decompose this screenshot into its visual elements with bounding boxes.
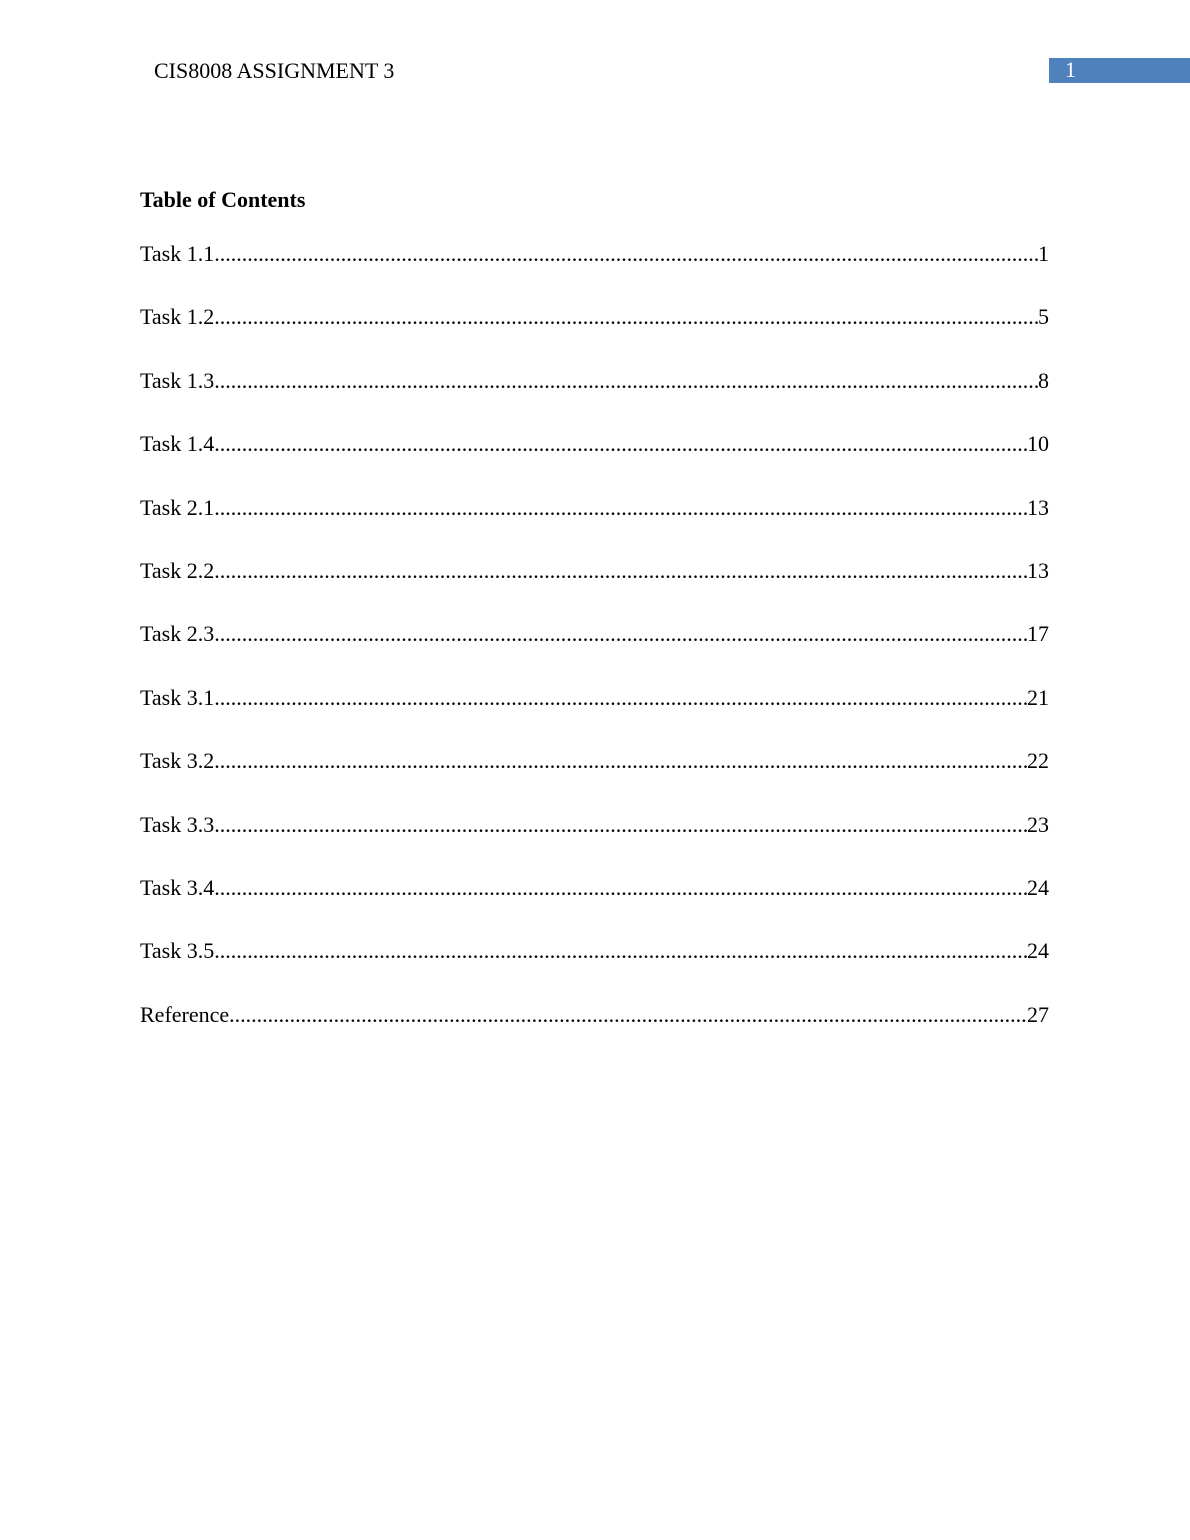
toc-entry-page: 24 xyxy=(1027,874,1049,900)
toc-entry-page: 13 xyxy=(1027,494,1049,520)
toc-entry-label: Task 1.3 xyxy=(140,367,215,393)
toc-entry-task-1-3[interactable] xyxy=(140,367,1049,430)
toc-leader-dots xyxy=(214,684,1027,712)
toc-entry-page: 10 xyxy=(1027,431,1049,457)
toc-entry-task-3-2[interactable] xyxy=(140,747,1049,810)
toc-entry-label: Task 3.3 xyxy=(140,811,215,837)
toc-entry-page: 1 xyxy=(1038,241,1049,266)
toc-heading: Table of Contents xyxy=(140,187,306,212)
toc-entry-label: Task 2.3 xyxy=(140,621,215,647)
toc-entry-label: Task 3.5 xyxy=(140,938,215,964)
toc-leader-dots xyxy=(214,937,1027,965)
toc-leader-dots xyxy=(214,747,1027,775)
toc-leader-dots xyxy=(214,367,1038,395)
toc-entry-label: Task 1.1 xyxy=(140,241,215,266)
toc-leader-dots xyxy=(214,430,1027,458)
toc-entry-label: Task 3.4 xyxy=(140,874,215,900)
toc-list xyxy=(140,240,1049,1064)
toc-entry-task-1-2[interactable] xyxy=(140,303,1049,366)
toc-leader-dots xyxy=(214,874,1027,902)
toc-entry-task-3-4[interactable] xyxy=(140,874,1049,937)
toc-entry-task-1-1[interactable] xyxy=(140,240,1049,303)
toc-entry-task-1-4[interactable] xyxy=(140,430,1049,493)
page-number-bar xyxy=(1049,58,1190,83)
toc-entry-label: Reference xyxy=(140,1001,230,1027)
toc-leader-dots xyxy=(214,557,1027,585)
toc-entry-page: 22 xyxy=(1027,748,1049,774)
toc-entry-page: 13 xyxy=(1027,557,1049,583)
toc-leader-dots xyxy=(214,240,1038,268)
toc-entry-task-2-3[interactable] xyxy=(140,620,1049,683)
toc-entry-page: 23 xyxy=(1027,811,1049,837)
toc-entry-page: 17 xyxy=(1027,621,1049,647)
toc-entry-page: 5 xyxy=(1038,304,1049,330)
toc-leader-dots xyxy=(214,494,1027,522)
toc-entry-label: Task 3.1 xyxy=(140,684,215,710)
toc-entry-page: 24 xyxy=(1027,938,1049,964)
toc-entry-reference[interactable] xyxy=(140,1001,1049,1064)
toc-entry-task-3-3[interactable] xyxy=(140,811,1049,874)
toc-entry-label: Task 3.2 xyxy=(140,748,215,774)
toc-entry-label: Task 2.1 xyxy=(140,494,215,520)
toc-entry-label: Task 2.2 xyxy=(140,557,215,583)
toc-entry-label: Task 1.4 xyxy=(140,431,215,457)
toc-entry-task-3-5[interactable] xyxy=(140,937,1049,1000)
page-number: 1 xyxy=(1065,57,1076,82)
toc-entry-task-2-1[interactable] xyxy=(140,494,1049,557)
toc-leader-dots xyxy=(214,303,1038,331)
toc-entry-task-2-2[interactable] xyxy=(140,557,1049,620)
toc-leader-dots xyxy=(214,811,1027,839)
toc-leader-dots xyxy=(229,1001,1027,1029)
toc-leader-dots xyxy=(214,620,1027,648)
toc-entry-page: 27 xyxy=(1027,1001,1049,1027)
toc-entry-task-3-1[interactable] xyxy=(140,684,1049,747)
toc-entry-label: Task 1.2 xyxy=(140,304,215,330)
toc-entry-page: 21 xyxy=(1027,684,1049,710)
toc-entry-page: 8 xyxy=(1038,367,1049,393)
header-title: CIS8008 ASSIGNMENT 3 xyxy=(154,58,395,83)
